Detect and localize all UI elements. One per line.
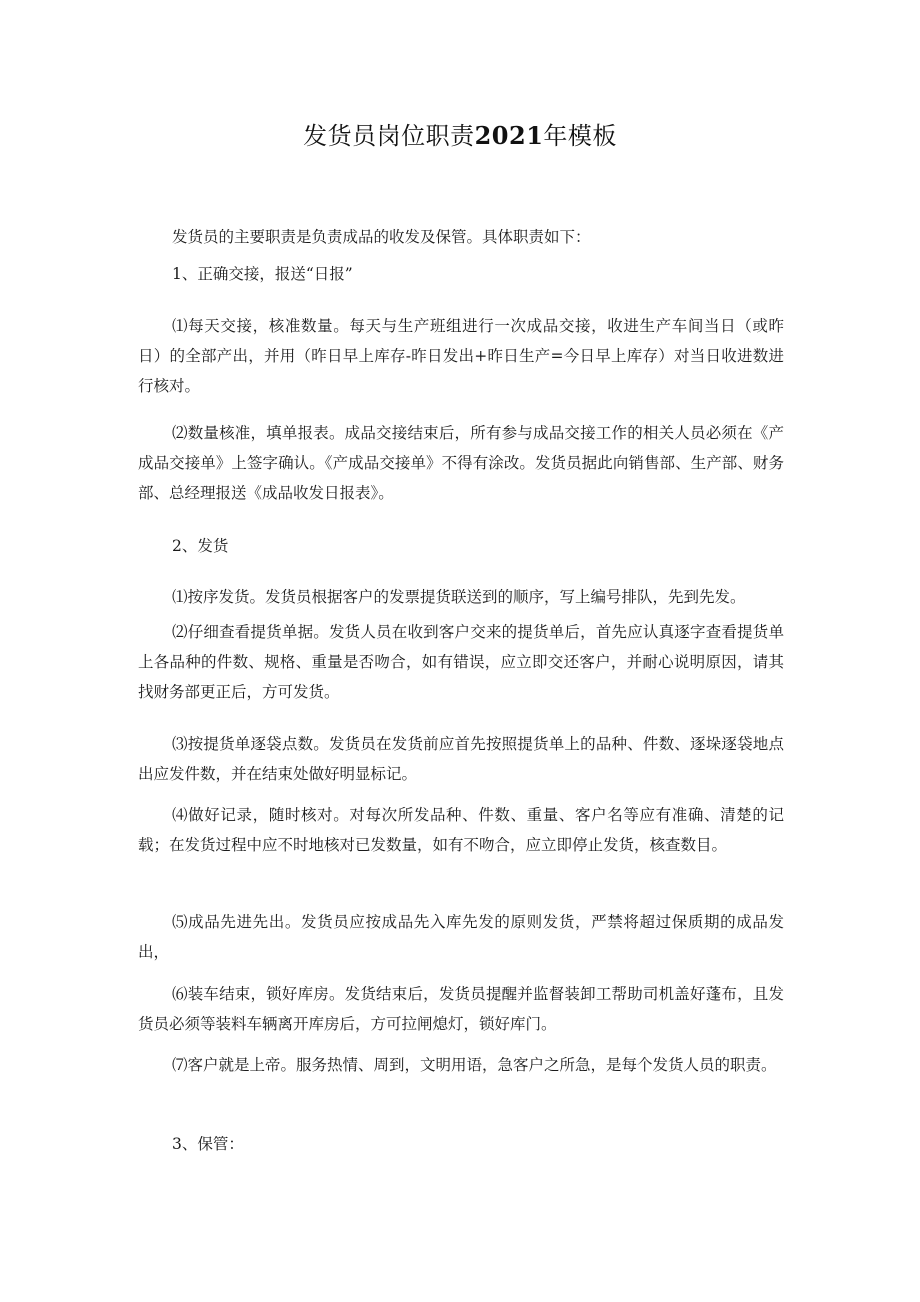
paragraph-2-7: ⑺客户就是上帝。服务热情、周到，文明用语，急客户之所急，是每个发货人员的职责。 bbox=[172, 1056, 777, 1074]
title-suffix: 年模板 bbox=[543, 122, 617, 150]
section-heading-1: 1、正确交接，报送“日报” bbox=[172, 265, 353, 283]
paragraph-2-2: ⑵仔细查看提货单据。发货人员在收到客户交来的提货单后，首先应认真逐字查看提货单上各品种的件数、规格、重量是否吻合，如有错误，应立即交还客户，并耐心说明原因，请其找财务部更正后，方可发货。 bbox=[138, 623, 784, 701]
paragraph-2-5: ⑸成品先进先出。发货员应按成品先入库先发的原则发货，严禁将超过保质期的成品发出， bbox=[138, 913, 784, 961]
title-prefix: 发货员岗位职责 bbox=[303, 122, 475, 150]
paragraph-2-6: ⑹装车结束，锁好库房。发货结束后，发货员提醒并监督装卸工帮助司机盖好蓬布，且发货员必须等装料车辆离开库房后，方可拉闸熄灯，锁好库门。 bbox=[138, 985, 784, 1033]
paragraph-2-4: ⑷做好记录，随时核对。对每次所发品种、件数、重量、客户名等应有准确、清楚的记载；在发货过程中应不时地核对已发数量，如有不吻合，应立即停止发货，核查数目。 bbox=[138, 806, 784, 854]
paragraph-2-1: ⑴按序发货。发货员根据客户的发票提货联送到的顺序，写上编号排队，先到先发。 bbox=[172, 588, 746, 606]
section-heading-3: 3、保管： bbox=[172, 1135, 244, 1153]
paragraph-2-3: ⑶按提货单逐袋点数。发货员在发货前应首先按照提货单上的品种、件数、逐垛逐袋地点出应发件数，并在结束处做好明显标记。 bbox=[138, 735, 784, 783]
paragraph-1-2: ⑵数量核准，填单报表。成品交接结束后，所有参与成品交接工作的相关人员必须在《产成品交接单》上签字确认。《产成品交接单》不得有涂改。发货员据此向销售部、生产部、财务部、总经理报送《成品收发日报表》。 bbox=[138, 424, 784, 502]
title-year: 2021 bbox=[474, 121, 544, 150]
intro-paragraph: 发货员的主要职责是负责成品的收发及保管。具体职责如下： bbox=[172, 228, 591, 246]
document-title bbox=[0, 118, 920, 154]
section-heading-2: 2、发货 bbox=[172, 537, 229, 555]
paragraph-1-1: ⑴每天交接，核准数量。每天与生产班组进行一次成品交接，收进生产车间当日（或昨日）的全部产出，并用（昨日早上库存-昨日发出+昨日生产=今日早上库存）对当日收进数进行核对。 bbox=[138, 317, 784, 395]
